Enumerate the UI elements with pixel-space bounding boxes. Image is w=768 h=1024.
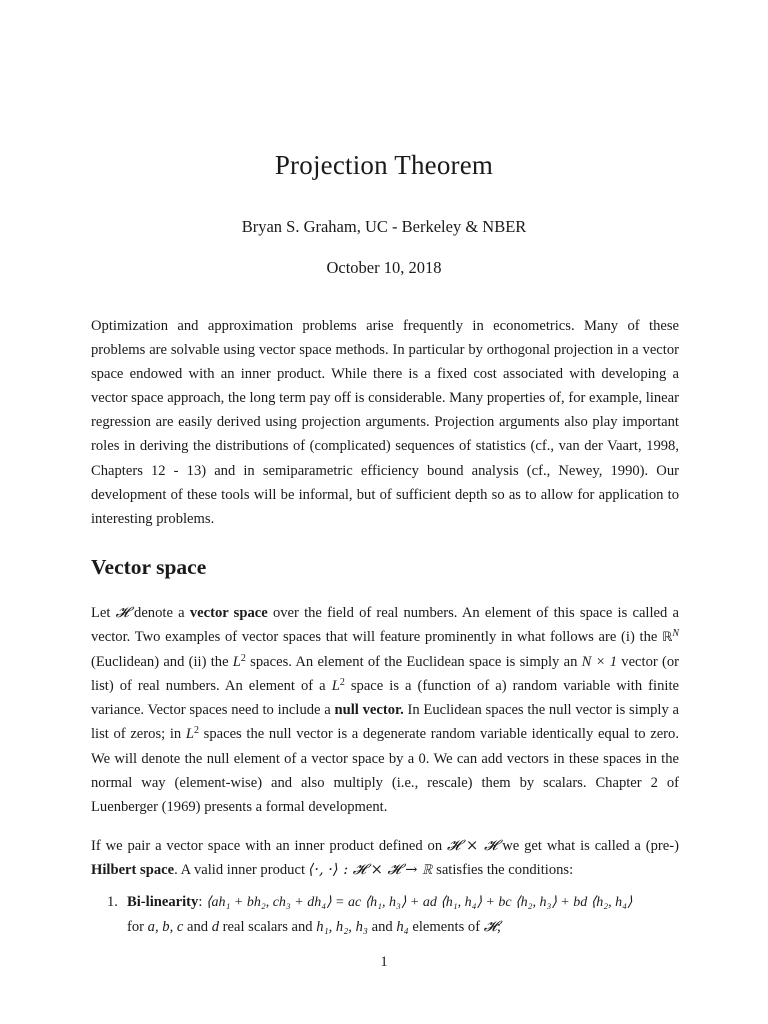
- math-symbol: ℝ: [662, 630, 673, 646]
- text-run: we get what is called a (pre-): [497, 838, 679, 854]
- list-item: [91, 890, 679, 939]
- list-number: 1.: [107, 894, 118, 910]
- text-run: over the field of real numbers. An element of this space is called a vector. Two examples of vector spaces that will feature prominently in what follows are (i) the: [91, 605, 679, 646]
- bold-term-hilbert-space: Hilbert space: [91, 862, 175, 879]
- text-run: vector (or list) of real numbers. An element of a: [91, 654, 679, 695]
- math-symbol: L: [185, 726, 194, 743]
- math-symbol: 𝓗: [483, 918, 497, 936]
- paper-title: Projection Theorem: [274, 150, 494, 180]
- text-run: denote a: [128, 605, 190, 621]
- text-run: Let: [91, 605, 116, 621]
- math-expression: h₁, h₂, h₃: [316, 919, 368, 936]
- math-symbol: L: [331, 678, 340, 695]
- text-run: real scalars and: [219, 919, 317, 936]
- paper-date: October 10, 2018: [326, 258, 442, 277]
- math-expression: d: [211, 919, 220, 936]
- math-superscript: 2: [193, 725, 199, 737]
- conditions-list: [91, 890, 679, 939]
- text-run: ;: [496, 919, 501, 936]
- text-run: spaces the null vector is a degenerate random variable identically equal to zero. We will denote the null element of a vector space by a 0. We can add vectors in these spaces in the normal way (element-wise) and also multiply (i.e., rescale) them by scalars. Chapter 2 of Luenberger (1969) presents a formal development.: [91, 726, 679, 815]
- page-number: 1: [380, 954, 388, 970]
- bold-term-vector-space: vector space: [189, 605, 268, 621]
- list-item-label: Bi-linearity: [127, 894, 199, 910]
- math-superscript: N: [672, 628, 679, 640]
- hilbert-space-paragraph: [91, 834, 679, 882]
- text-run: space is a (function of a) random variable with finite variance. Vector spaces need to include a: [91, 678, 679, 719]
- text-run: In Euclidean spaces the null vector is simply a list of zeros; in: [91, 702, 679, 743]
- math-symbol: L: [232, 654, 241, 671]
- text-run: spaces. An element of the Euclidean space is simply an: [245, 654, 582, 671]
- text-run: and: [183, 919, 212, 936]
- text-run: (Euclidean) and (ii) the: [91, 654, 233, 671]
- section-heading-vector-space: Vector space: [91, 555, 207, 579]
- math-superscript: 2: [339, 677, 345, 689]
- text-run: and: [367, 919, 397, 936]
- text-run: If we pair a vector space with an inner product defined on: [91, 838, 448, 854]
- text-run: elements of: [408, 919, 484, 936]
- abstract-paragraph: Optimization and approximation problems arise frequently in econometrics. Many of these problems are solvable using vector space methods. In particular by orthogonal projection in a vector space endowed with an inner product. While there is a fixed cost associated with developing a vector space approach, the long term pay off is considerable. Many properties of, for example, linear regression are easily derived using projection arguments. Projection arguments also play important roles in deriving the distributions of (complicated) sequences of statistics (cf., van der Vaart, 1998, Chapters 12 - 13) and in semiparametric efficiency bound analysis (cf., Newey, 1990). Our development of these tools will be informal, but of sufficient depth so as to allow for application to interesting problems.: [91, 318, 679, 527]
- text-run: satisfies the conditions:: [432, 862, 574, 879]
- text-run: :: [198, 894, 207, 910]
- math-superscript: 2: [240, 653, 246, 665]
- math-expression: 𝓗 × 𝓗: [447, 837, 498, 854]
- text-run: . A valid inner product: [174, 862, 309, 879]
- math-expression: h₄: [396, 919, 409, 936]
- math-expression: N × 1: [581, 654, 618, 671]
- math-symbol: 𝓗: [115, 604, 129, 621]
- math-formula: ⟨ah₁ + bh₂, ch₃ + dh₄⟩ = ac ⟨h₁, h₃⟩ + ad ⟨h₁, h₄⟩ + bc ⟨h₂, h₃⟩ + bd ⟨h₂, h₄⟩: [206, 895, 633, 910]
- math-expression: a, b, c: [147, 919, 184, 936]
- author-line: Bryan S. Graham, UC - Berkeley & NBER: [241, 217, 527, 236]
- bold-term-null-vector: null vector.: [334, 702, 404, 719]
- vector-space-paragraph: [91, 601, 679, 819]
- math-expression: ⟨·, ·⟩ : 𝓗 × 𝓗 → ℝ: [308, 861, 433, 879]
- text-run: for: [127, 919, 148, 936]
